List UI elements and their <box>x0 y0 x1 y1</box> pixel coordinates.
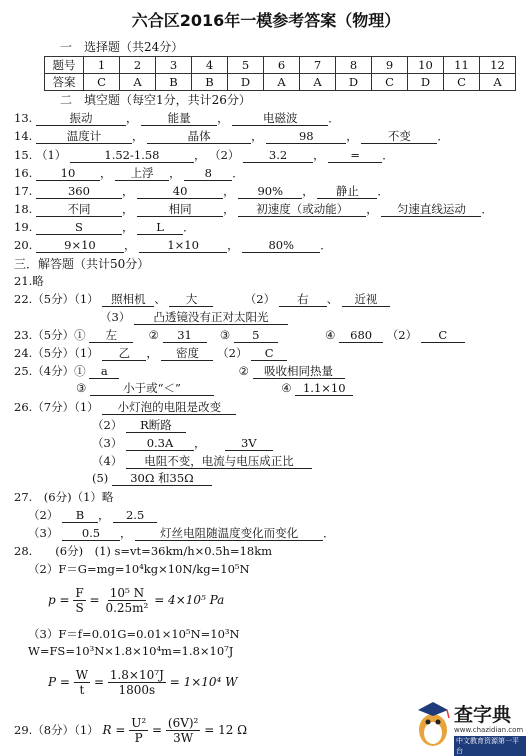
question-29: 29.（8分）（1） R = $\frac{\text{U²}}{P}$ = $\frac{\text{(6V)²}}{3W}$ = 12 Ω <box>14 716 248 745</box>
page-title: 六合区2016年一模参考答案（物理） <box>131 11 401 30</box>
answer-blank: 大 <box>169 293 213 307</box>
answer-blank: 静止 <box>317 185 377 199</box>
answer-blank: C <box>251 347 287 361</box>
answer-blank: 30Ω 和35Ω <box>112 472 212 486</box>
answer-blank: 上浮 <box>115 167 169 181</box>
answer-blank: 5 <box>234 329 278 343</box>
answer-blank: 80% <box>242 239 320 253</box>
question-27-part2: （2） B ， 2.5 <box>28 507 157 523</box>
answer-blank: 乙 <box>102 347 146 361</box>
answer-blank: 能量 <box>141 112 217 126</box>
table-cell: 11 <box>444 57 480 74</box>
table-cell: 4 <box>192 57 228 74</box>
answer-blank: 31 <box>163 329 207 343</box>
table-cell: 3 <box>156 57 192 74</box>
question-26-part4: （4） 电阻不变，电流与电压成正比 <box>92 453 312 469</box>
table-cell: D <box>336 74 372 91</box>
answer-blank: 360 <box>36 185 122 199</box>
answer-table <box>44 56 516 91</box>
answer-blank: 90% <box>238 185 302 199</box>
answer-blank: 10 <box>36 167 100 181</box>
question-23: 23.（5分）① 左 ② 31 ③ 5 ④ 680 （2） C <box>14 327 465 343</box>
table-cell: 10 <box>408 57 444 74</box>
answer-blank: 温度计 <box>36 130 132 144</box>
pressure-formula: p = $\frac{F}{S}$ = $\frac{\text{10⁵ N}}{\text{0.25m²}}$ = 4×10⁵ Pa <box>48 586 225 615</box>
answer-blank: C <box>421 329 465 343</box>
table-cell: A <box>120 74 156 91</box>
answer-blank: 密度 <box>161 347 213 361</box>
question-28-line4: W=FS=10³N×1.8×10⁴m=1.8×10⁷J <box>28 644 234 658</box>
table-cell: 1 <box>84 57 120 74</box>
answer-blank: 凸透镜没有正对太阳光 <box>134 311 288 325</box>
answer-blank: 照相机 <box>102 293 154 307</box>
power-formula: P = $\frac{W}{t}$ = $\frac{\text{1.8×10⁷J}}{1800s}$ = 1×10⁴ W <box>48 668 238 697</box>
question-22: 22.（5分）（1） 照相机 、 大 （2） 右 、 近视 <box>14 291 390 307</box>
answer-blank: 灯丝电阻随温度变化而变化 <box>135 527 323 541</box>
answer-blank: 不同 <box>36 203 122 217</box>
table-row <box>45 57 516 74</box>
answer-blank: 近视 <box>342 293 390 307</box>
section-solve-heading: 三．解答题（共计50分） <box>14 257 150 271</box>
table-row-header: 题号 <box>45 57 84 74</box>
answer-blank: 小于或“＜” <box>90 382 214 396</box>
answer-blank: 不变 <box>361 130 437 144</box>
logo-site: www.chazidian.com <box>454 726 524 734</box>
question-18: 18. 不同 ， 相同 ， 初速度（或动能） ， 匀速直线运动 ． <box>14 202 493 216</box>
answer-blank: 相同 <box>137 203 223 217</box>
question-27: 27. (6分)（1）略 <box>14 490 114 504</box>
table-cell: 7 <box>300 57 336 74</box>
question-20: 20. 9×10 ， 1×10 ， 80% ． <box>14 238 332 252</box>
question-26-part2: （2） R断路 <box>92 417 186 433</box>
question-26: 26.（7分）（1） 小灯泡的电阻是改变 <box>14 399 236 415</box>
question-13: 13. 振动 ， 能量 ， 电磁波 ． <box>14 111 340 125</box>
table-cell: D <box>228 74 264 91</box>
answer-blank: L <box>137 221 183 235</box>
mascot-icon <box>414 696 452 748</box>
table-cell: A <box>480 74 516 91</box>
answer-blank: R断路 <box>126 419 186 433</box>
section-choice-heading: 一 选择题（共24分） <box>60 40 184 54</box>
logo-slogan: 中文教育资源第一平台 <box>454 736 526 756</box>
answer-blank: = <box>328 149 382 163</box>
question-28-line1: 28. (6分) (1) s=vt=36km/h×0.5h=18km <box>14 544 273 558</box>
answer-blank: 电磁波 <box>232 112 328 126</box>
question-15: 15. （1） 1.52-1.58 ， （2） 3.2 ， = ． <box>14 148 394 162</box>
table-cell: 2 <box>120 57 156 74</box>
answer-blank: 0.3A <box>126 437 194 451</box>
answer-blank: 9×10 <box>36 239 124 253</box>
table-cell: B <box>192 74 228 91</box>
question-17: 17. 360 ， 40 ， 90% ， 静止 ． <box>14 184 389 198</box>
question-28-line2: （2）F＝G=mg=10⁴kg×10N/kg=10⁵N <box>28 562 250 576</box>
table-cell: C <box>84 74 120 91</box>
question-16: 16. 10 ， 上浮 ， 8 ． <box>14 166 244 180</box>
answer-blank: 吸收相同热量 <box>253 365 345 379</box>
table-cell: D <box>408 74 444 91</box>
table-row-header: 答案 <box>45 74 84 91</box>
table-cell: 5 <box>228 57 264 74</box>
answer-blank: 左 <box>89 329 133 343</box>
question-25: 25.（4分）① a ② 吸收相同热量 <box>14 363 345 379</box>
question-19: 19. S ， L ． <box>14 220 195 234</box>
answer-blank: 2.5 <box>113 509 157 523</box>
answer-blank: 小灯泡的电阻是改变 <box>102 401 236 415</box>
answer-blank: 680 <box>339 329 383 343</box>
answer-blank: 1×10 <box>139 239 227 253</box>
table-cell: B <box>156 74 192 91</box>
question-27-part3: （3） 0.5 ， 灯丝电阻随温度变化而变化 ． <box>28 526 335 540</box>
section-fill-heading: 二 填空题（每空1分，共计26分） <box>60 93 251 107</box>
answer-blank: 1.1×10 <box>295 382 353 396</box>
table-cell: A <box>264 74 300 91</box>
answer-blank: 3.2 <box>243 149 313 163</box>
answer-blank: 1.52-1.58 <box>70 149 194 163</box>
answer-blank: a <box>89 365 119 379</box>
answer-blank: 8 <box>184 167 232 181</box>
question-24: 24.（5分）（1） 乙 ， 密度 （2） C <box>14 345 287 361</box>
table-cell: 12 <box>480 57 516 74</box>
answer-blank: 3V <box>225 437 273 451</box>
answer-blank: S <box>36 221 122 235</box>
answer-blank: 40 <box>137 185 223 199</box>
answer-blank: 匀速直线运动 <box>381 203 481 217</box>
answer-blank: 98 <box>266 130 346 144</box>
answer-blank: 0.5 <box>62 527 120 541</box>
table-cell: C <box>444 74 480 91</box>
table-cell: 8 <box>336 57 372 74</box>
answer-blank: 振动 <box>36 112 126 126</box>
table-cell: 6 <box>264 57 300 74</box>
logo-text: 查字典 <box>454 704 512 726</box>
answer-blank: 晶体 <box>147 130 251 144</box>
answer-blank: 初速度（或动能） <box>238 203 366 217</box>
question-25-part3: ③ 小于或“＜” ④ 1.1×10 <box>76 381 353 396</box>
answer-blank: 电阻不变，电流与电压成正比 <box>126 455 312 469</box>
answer-blank: 右 <box>279 293 327 307</box>
question-26-part3: （3） 0.3A ， 3V <box>92 435 273 451</box>
question-22-part3: （3） 凸透镜没有正对太阳光 <box>100 309 288 325</box>
question-14: 14. 温度计 ， 晶体 ， 98 ， 不变 ． <box>14 129 449 143</box>
chazidian-logo <box>414 694 526 755</box>
question-26-part5: (5) 30Ω 和35Ω <box>92 471 212 486</box>
answer-blank: B <box>62 509 98 523</box>
table-cell: 9 <box>372 57 408 74</box>
table-row <box>45 74 516 91</box>
table-cell: A <box>300 74 336 91</box>
question-28-line3: （3）F＝f=0.01G=0.01×10⁵N=10³N <box>28 627 240 641</box>
question-21: 21.略 <box>14 274 44 288</box>
table-cell: C <box>372 74 408 91</box>
